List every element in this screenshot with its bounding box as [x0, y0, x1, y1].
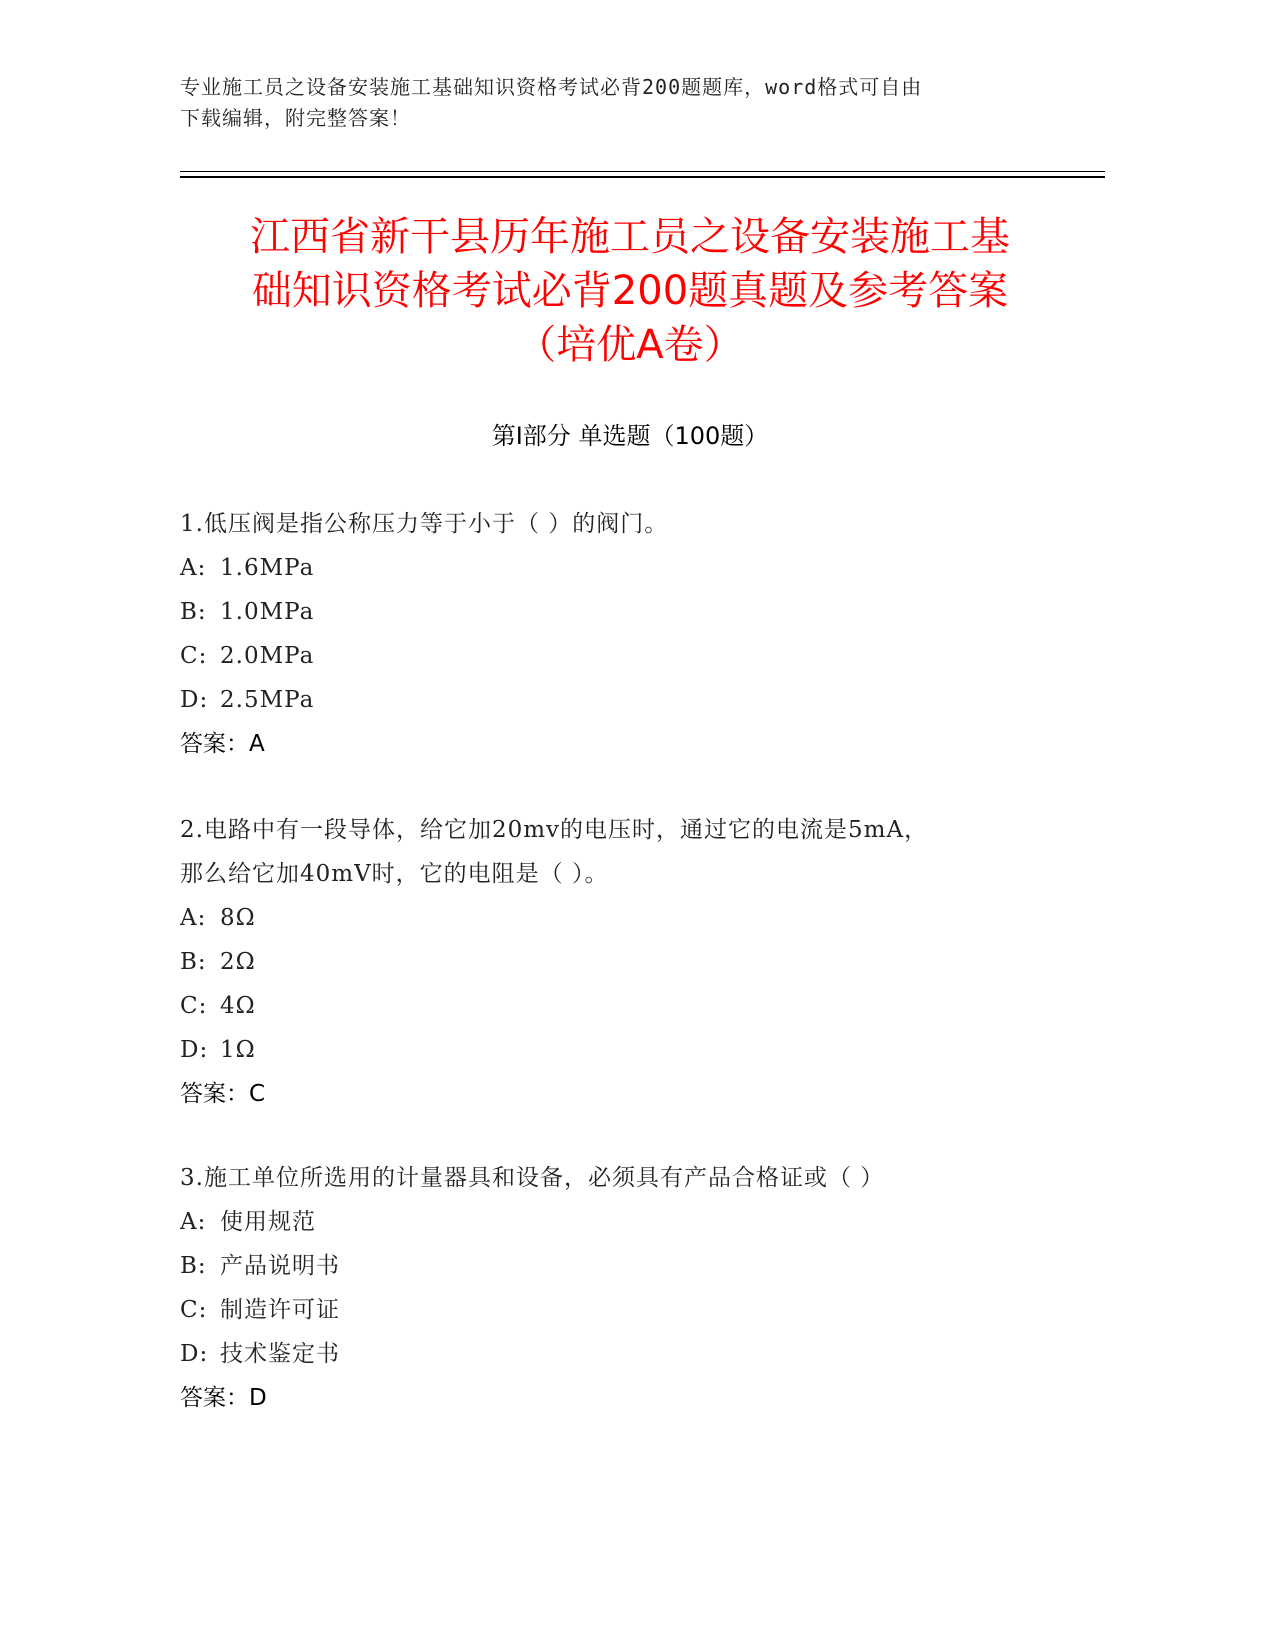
option-b [180, 590, 1080, 634]
document-title-line1: 江西省新干县历年施工员之设备安装施工基 [250, 214, 1010, 260]
option-value: 2.0MPa [220, 643, 315, 669]
option-value: 2.5MPa [220, 687, 315, 713]
option-a [180, 1200, 1080, 1244]
option-value: 1Ω [220, 1037, 256, 1063]
option-a [180, 546, 1080, 590]
option-c [180, 1288, 1080, 1332]
document-title-line3: （培优A卷） [516, 322, 744, 368]
option-key: C: [180, 643, 208, 669]
question-text: 2.电路中有一段导体，给它加20mv的电压时，通过它的电流是5mA， [180, 817, 929, 843]
question-1 [180, 502, 1080, 766]
option-key: C: [180, 1297, 208, 1323]
answer-label: 答案：C [180, 1081, 266, 1107]
option-key: B: [180, 599, 207, 625]
header-divider-thick [180, 176, 1105, 178]
option-c [180, 984, 1080, 1028]
answer-label: 答案：D [180, 1385, 267, 1411]
option-value: 使用规范 [220, 1209, 316, 1235]
option-key: A: [180, 905, 207, 931]
option-d [180, 678, 1080, 722]
header-note-line2: 下载编辑，附完整答案！ [180, 106, 411, 130]
option-key: D: [180, 687, 209, 713]
option-value: 2Ω [220, 949, 256, 975]
option-value: 技术鉴定书 [220, 1341, 340, 1367]
option-b [180, 940, 1080, 984]
question-text: 1.低压阀是指公称压力等于小于（ ）的阀门。 [180, 511, 669, 537]
header-note-line1: 专业施工员之设备安装施工基础知识资格考试必背200题题库，word格式可自由 [180, 75, 923, 99]
section-heading: 第Ⅰ部分 单选题（100题） [491, 422, 769, 450]
option-value: 4Ω [220, 993, 256, 1019]
option-key: D: [180, 1341, 209, 1367]
option-b [180, 1244, 1080, 1288]
option-d [180, 1028, 1080, 1072]
option-c [180, 634, 1080, 678]
header-divider-thin [180, 171, 1105, 172]
option-value: 制造许可证 [220, 1297, 340, 1323]
option-value: 1.6MPa [220, 555, 315, 581]
answer-label: 答案：A [180, 731, 265, 757]
header-note [180, 72, 1050, 134]
document-title [180, 210, 1080, 372]
option-key: A: [180, 1209, 207, 1235]
option-key: B: [180, 1253, 207, 1279]
option-a [180, 896, 1080, 940]
question-3 [180, 1156, 1080, 1420]
option-key: A: [180, 555, 207, 581]
option-key: B: [180, 949, 207, 975]
question-text: 3.施工单位所选用的计量器具和设备，必须具有产品合格证或（ ） [180, 1165, 885, 1191]
option-key: D: [180, 1037, 209, 1063]
option-value: 产品说明书 [220, 1253, 340, 1279]
question-text-continued: 那么给它加40mV时，它的电阻是（ ）。 [180, 861, 609, 887]
option-d [180, 1332, 1080, 1376]
option-key: C: [180, 993, 208, 1019]
option-value: 8Ω [220, 905, 256, 931]
question-2 [180, 808, 1080, 1116]
document-title-line2: 础知识资格考试必背200题真题及参考答案 [251, 268, 1009, 314]
option-value: 1.0MPa [220, 599, 315, 625]
